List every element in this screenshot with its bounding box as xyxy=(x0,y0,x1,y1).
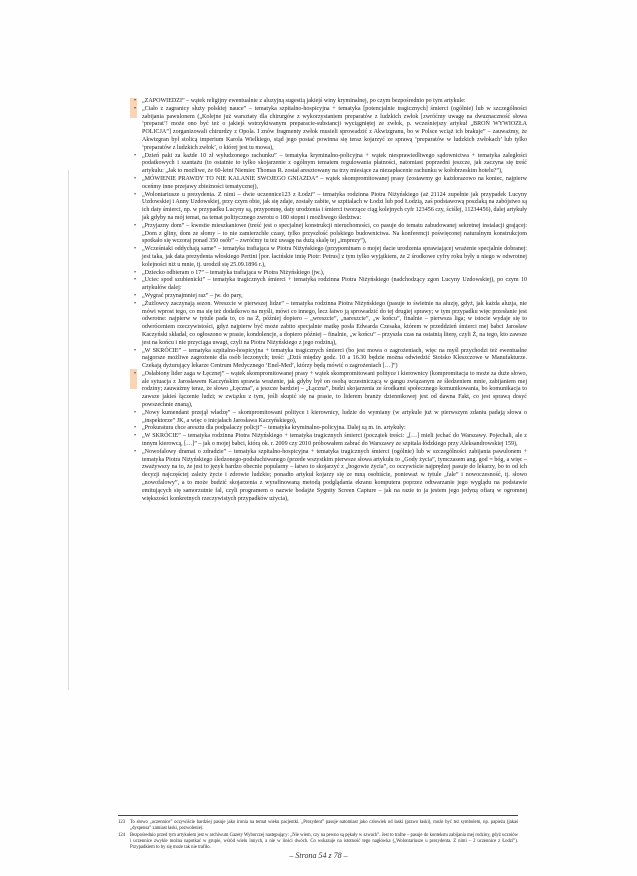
list-item: • „Wygrać przynajmniej raz” – jw. do pary, xyxy=(142,293,527,301)
list-item: • „MÓWIENIE PRAWDY TO NIE KALANIE SWOJEGO GNIAZDA” – wątek skompromitowanej prasy (zostawmy go każdorazowo na koniec, najpierw oceńmy inne przejawy zbieżności tematycznej), xyxy=(142,176,527,192)
list-item: • „Przyjazny dom” – kwestie mieszkaniowe (treść jest o specjalnej konstrukcji nieruchomości, co pasuje do tematu zabudowanej sekretnej instalacji grającej: „Dom z gliny, dom ze słomy – to nie zamierzchłe czasy, tylko przyszłość polskiego budownictwa. Na konferencji poświęconej naturalnym konstrukcjom spotkało się wczoraj ponad 350 osób” – zwróćmy tu też uwagę na dużą skalę tej „imprezy”), xyxy=(142,223,527,246)
footnote-number: 123 xyxy=(118,820,126,825)
list-item: • „W SKRÓCIE” – tematyka rodzinna Piotra Niżyńskiego + tematyka tragicznych śmierci (początek treści: „[…] mieli jechać do Warszawy. Pojechali, ale z innym kierowcą, […]” – jak o mojej babci, którą ok. r. 2009 czy 2010 próbowałem zabrać do Warszawy ze szpitala łódzkiego przy Aleksandrowskiej 159), xyxy=(142,433,527,449)
list-item: • „Osłabiony lider zaga w Łęcznej” – wątek skompromitowanej prasy + wątek skompromitowani polityce i kierownicy (kompromitacja to może za duże słowo, ale sytuacja z Jarosławem Kaczyńskim sprawia wrażenie, jak gdyby był on osobą uczestniczącą w gangu związanym ze śledzeniem mnie, zabijaniem mej rodziny; zauważmy teraz, że słowo „Łęczna”, a jeszcze bardziej – „Łączna”, budzi skojarzenia ze środkami społecznego komunikowania, bo komunikacja to zawsze jakieś łączenie ludzi; w związku z tym, jeśli skupić się na prasie, to liderem branży dziennikowej jest od dawna Fakt, co jest sprawą dosyć powszechnie znaną), xyxy=(142,371,527,410)
list-item: • „Nowy kumendant przejął władzę” – skompromitowani polityce i kierownicy, ludzie do wymiany (w artykule już w pierwszym zdaniu padają słowa o „inspektorze” JK, a więc o inicjałach Jarosława Kaczyńskiego), xyxy=(142,410,527,426)
list-item: • „ZAPOWIEDZI” – wątek religijny ewentualnie z aluzyjną sugestią jakiejś winy kryminalnej, po czym bezpośrednio po tym artykule: xyxy=(142,98,527,106)
footnote xyxy=(118,833,518,852)
list-item: • „Dzień paki za każde 10 zł wyłudzonego rachunku” – tematyka kryminalno-policyjna + wątek niesprawiedliwego sądownictwa + tematyka zaległości podatkowych i szantażu (to ostatnie to tylko skojarzenie z ogólnym tematem regulowania płatności, natomiast poprzedni jeszcze, jak zaczyna się treść artykułu: „Jak to możliwe, że 60-letni Niemiec Thomas R. został aresztowany na trzy miesiące za niezapłacenie rachunku w kołobrzeskim hotelu?”), xyxy=(142,153,527,176)
list-item: • „Dziecko odbieram o 17” – tematyka trafiająca w Piotra Niżyńskiego (jw.), xyxy=(142,270,527,278)
list-item: • „Wcześniaki oddychają same” – tematyka trafiająca w Piotra Niżyńskiego (przypominam o mojej dacie urodzenia sprawiającej wrażenie specjalnie dobranej: jest taka, jak data prezydenta włoskiego Pertini [por. łacińskie imię Piotr: Petrus] z tym tylko wyjątkiem, że 2 środkowe cyfry roku były u niego w odwrotnej kolejności niż u mnie, tj. urodził się 25.09.1896 r.), xyxy=(142,246,527,269)
footnote-text: To słowo „uczennice” oczywiście bardziej pasuje jako ironia na temat wieku pacjentki. „Prezydent” pasuje natomiast jako człowiek od łaski (prawo łaski), może być też symbolem, np. papieża (jakaś „dyspensa” zamiast łaski, pozwolenie). xyxy=(130,820,518,832)
scan-mark xyxy=(68,170,69,690)
footnote-text: Bezpośrednio przed tym artykułem jest w archiwum Gazety Wyborczej następujący: „Nie wiem, czy na pewno są pękały w szwach”. Jest to trafne – pasuje do kontekstu zabijania mej rodziny, gdyż uczniów i uczennice zwykle można napotkać w grupie, wśród wielu innych, a nie w ilości dwóch. Co wskazuje na istotność tego nagłówka („Wolontariusze u prezydenta. Z nimi – 2 uczennice z Łodzi”). Przypadkiem to by się może tak nie trafiło. xyxy=(130,832,518,851)
footnotes xyxy=(118,820,518,851)
list-item: • „Wolontariusze u prezydenta. Z nimi – dwie uczennice123 z Łodzi” – tematyka rodzinna Piotra Niżyńskiego (aż 21124 zupełnie jak przypadek Lucyny Uzdowskiej i Anny Uzdowskiej, przy czym obie, jak się zdaje, zostały zabite, w szpitalach w Łodzi lub pod Łodzią, zaś podstawową poszlaką na zabójstwo są ich daty śmierci, np. w przypadku Lucyny są, przypomnę, daty urodzenia i śmierci tworzące ciąg kolejnych cyfr 123456 czy, ściślej, 11234456), dalej artykuły jak gdyby na mój temat, na temat politycznego zwrotu o 180 stopni i możliwego śledztwa: xyxy=(142,192,527,223)
page-number: – Strona 54 z 78 – xyxy=(289,851,348,860)
list-item: • „Żużlowcy zaczynają sezon. Wreszcie w pierwszej lidze” – tematyka rodzinna Piotra Niżyńskiego (pasuje to świetnie na aluzję, gdyż, jak każda aluzja, nie mówi wprost tego, co ma się też dodatkowo na myśli, mówi co innego, lecz łatwo ją sprowadzić do tej drugiej sprawy; w tym przypadku więc przesłanie jest odwrotne: najpierw w tytule pada to, co na Ż, później dopiero – „wreszcie”, „nareszcie”, „w końcu”, finalnie – pierwsza liga; w istocie wydaje się to odwróceniem rzeczywistości, gdyż najpierw być może zabito specjalnie matkę posła Edwarda Czesaka, którem w przeddzień śmierci mej babci Jarosław Kaczyński składał, co ogłoszono w prasie, kondolencje, a dopiero później – finalnie, „w końcu” – przyszła czas na ostatnią literę, czyli Ż, na tego, kto zawsze jest na końcu i nie przyciąga uwagi, czyli na Piotra Niżyńskiego z jego rodziną), xyxy=(142,301,527,348)
article-list xyxy=(142,98,527,503)
list-item: • „Nowofalowy dramat o zdradzie” – tematyka szpitalno-hospicyjna + tematyka tragicznych śmierci (ogólnie) lub w szczególności zabijania pawulonem + tematyka Piotra Niżyńskiego śledzonego-podsłuchiwanego (przede wszystkim pierwsze słowa artykułu to „Gody życia”, tymczasem ang. god = bóg, a więc – zważywszy na to, że jest to język bardzo obecnie popularny – łatwo to skojarzyć z „bogowie życia”, co oczywiście najprędzej pasuje do lekarzy, bo to od ich decyzji najczęściej zależy życie i zdrowie ludzkie; ponadto artykuł kojarzy się ze mną osobiście, ponieważ w tytule „fale” i nowoczesność, tj. słowo „nowofalowy”, a to może budzić skojarzenia z wyrafinowaną metodą podglądania ekranu komputera poprzez odtwarzanie jego wyglądu na podstawie emitujących się samorzutnie fal, czyli programem o nazwie bodajże Sygnity Screen Capture – jak na razie to ja jestem jego jedyną ofiarą w ogromnej większości konkretnych rzeczywistych przypadków użycia), xyxy=(142,449,527,504)
list-item: • „W SKRÓCIE” – tematyka szpitalno-hospicyjna + tematyka tragicznych śmierci (bo jest mowa o zagrożeniach, więc na myśl przychodzi też ewentualne najgorsze możliwe zagrożenie dla osób leczonych; treść: „Dziś między godz. 10 a 16.30 będzie można odwiedzić Stoisko Kleszczowe w Manufakturze. Czekają dyżurujący lekarze Centrum Medycznego ‘Enel-Med’, którzy będą mówić o zagrożeniach […]”) xyxy=(142,348,527,371)
list-item: • „Uciec spod szubienicki” – tematyka tragicznych śmierci + tematyka rodzinna Piotra Niżyńskiego (nadchodzący zgon Lucyny Uzdowskiej), po czym 10 artykułów dalej: xyxy=(142,277,527,293)
list-item: • „Ciało z zagranicy służy polskiej nauce” – tematyka szpitalno-hospicyjna + tematyka [potencjalnie tragicznych] śmierci (ogólnie) lub w szczególności zabijania pawulonem („Kolejne już warsztaty dla chirurgów z wykorzystaniem preparatów z ludzkich zwłok [zwróćmy uwagę na dwuznaczność słowa ‘preparat’! może ono być też o jakiejś wstrzykiwanym preparacie-substancji wyciągniętej ze zwłok, p. wcześniejszy artykuł „BROŃ WYWIOZŁA POLICJA”] zorganizowali chirurdzy z Opola. I znów fragmenty zwłok musieli sprowadzić z Akwizgranu, bo w Polsce wciąż ich brakuje” – zauważmy, że Akwizgran był stolicą imperium Karola Wielkiego, stąd jego postać powinna się teraz kojarzyć ze sprawą ‘preparatów w ludzkich zwłokach’ lub tylko ‘preparatów z ludzkich zwłok’, o której jest tu mowa), xyxy=(142,106,527,153)
footnote xyxy=(118,820,518,833)
list-item: • „Prokuratura chce aresztu dla podpalaczy policji” – tematyka kryminalno-policyjna. Dalej są m. in. artykuły: xyxy=(142,425,527,433)
footnote-divider xyxy=(118,815,518,816)
footnote-number: 124 xyxy=(118,832,126,838)
